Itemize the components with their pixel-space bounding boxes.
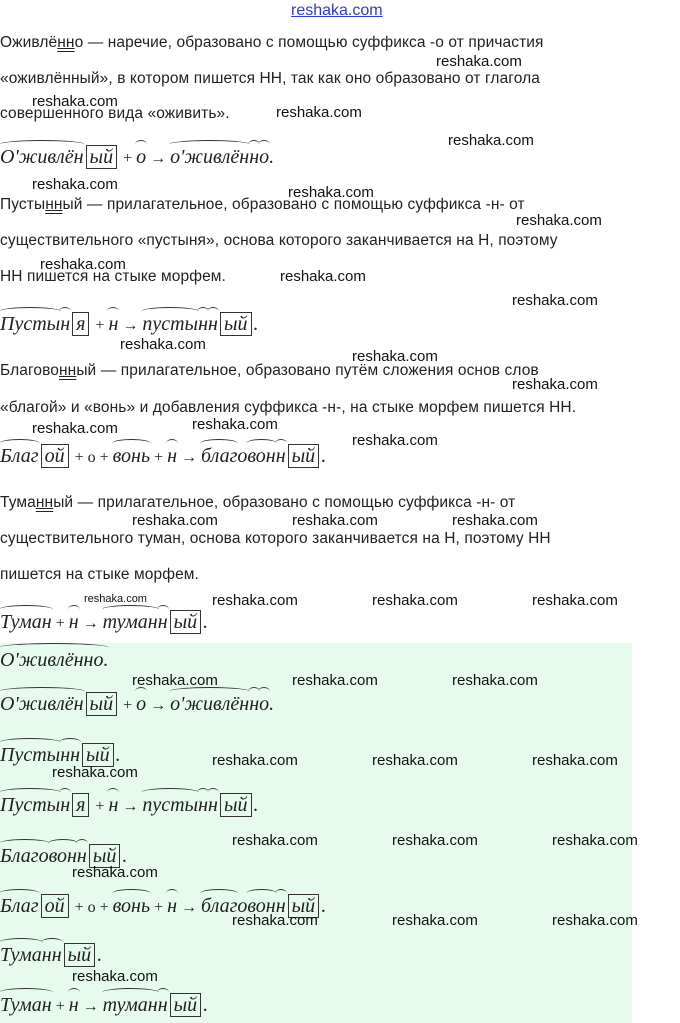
watermark: reshaka.com <box>452 672 538 689</box>
watermark: reshaka.com <box>132 512 218 529</box>
watermark: reshaka.com <box>532 752 618 769</box>
morpheme-formula: Благ ой + о + вонь + н → благовонн ый . <box>0 445 327 467</box>
watermark: reshaka.com <box>212 592 298 609</box>
watermark: reshaka.com <box>232 832 318 849</box>
watermark: reshaka.com <box>212 752 298 769</box>
answer-formula: Туман + н → туманн ый . <box>0 994 209 1016</box>
watermark: reshaka.com <box>392 912 478 929</box>
paragraph-line: существительного туман, основа которого заканчивается на Н, поэтому НН <box>0 530 551 547</box>
watermark: reshaka.com <box>292 512 378 529</box>
answer-formula: О'живлён ый + о → о'живлённо. <box>0 693 275 715</box>
paragraph-line: существительного «пустыня», основа которого заканчивается на Н, поэтому <box>0 232 558 249</box>
watermark: reshaka.com <box>84 593 147 605</box>
answer-word: Благовонн ый . <box>0 845 128 867</box>
watermark: reshaka.com <box>32 93 118 110</box>
paragraph-line: Туманный — прилагательное, образовано с помощью суффикса -н- от <box>0 494 516 511</box>
morpheme-formula: Пустын я + н → пустынн ый . <box>0 313 259 335</box>
watermark: reshaka.com <box>552 912 638 929</box>
watermark: reshaka.com <box>276 104 362 121</box>
site-link[interactable]: reshaka.com <box>291 2 383 19</box>
watermark: reshaka.com <box>280 268 366 285</box>
paragraph-line: совершенного вида «оживить». <box>0 105 230 122</box>
watermark: reshaka.com <box>532 592 618 609</box>
watermark: reshaka.com <box>132 672 218 689</box>
watermark: reshaka.com <box>292 672 378 689</box>
watermark: reshaka.com <box>516 212 602 229</box>
paragraph-line: НН пишется на стыке морфем. <box>0 268 226 285</box>
watermark: reshaka.com <box>512 292 598 309</box>
answer-word: О'живлённо. <box>0 649 109 671</box>
watermark: reshaka.com <box>392 832 478 849</box>
watermark: reshaka.com <box>448 132 534 149</box>
paragraph-line: «благой» и «вонь» и добавления суффикса -н-, на стыке морфем пишется НН. <box>0 399 577 416</box>
watermark: reshaka.com <box>512 376 598 393</box>
watermark: reshaka.com <box>72 864 158 881</box>
watermark: reshaka.com <box>372 752 458 769</box>
paragraph-line: «оживлённый», в котором пишется НН, так как оно образовано от глагола <box>0 70 540 87</box>
watermark: reshaka.com <box>72 968 158 985</box>
watermark: reshaka.com <box>232 912 318 929</box>
watermark: reshaka.com <box>288 184 374 201</box>
watermark: reshaka.com <box>52 764 138 781</box>
watermark: reshaka.com <box>436 53 522 70</box>
paragraph-line: пишется на стыке морфем. <box>0 566 199 583</box>
answer-formula: Пустын я + н → пустынн ый . <box>0 794 259 816</box>
answer-word: Пустынн ый . <box>0 744 121 766</box>
answer-formula: Благ ой + о + вонь + н → благовонн ый . <box>0 895 327 917</box>
watermark: reshaka.com <box>352 432 438 449</box>
watermark: reshaka.com <box>352 348 438 365</box>
watermark: reshaka.com <box>372 592 458 609</box>
morpheme-formula: О'живлён ый + о → о'живлённо. <box>0 146 275 168</box>
watermark: reshaka.com <box>40 256 126 273</box>
watermark: reshaka.com <box>120 336 206 353</box>
paragraph-line: Пустынный — прилагательное, образовано с помощью суффикса -н- от <box>0 196 525 213</box>
watermark: reshaka.com <box>552 832 638 849</box>
watermark: reshaka.com <box>32 420 118 437</box>
paragraph-line: Оживлённо — наречие, образовано с помощью суффикса -о от причастия <box>0 34 544 51</box>
morpheme-formula: Туман + н → туманн ый . <box>0 611 209 633</box>
answer-word: Туманн ый . <box>0 944 103 966</box>
paragraph-line: Благовонный — прилагательное, образовано путём сложения основ слов <box>0 362 539 379</box>
watermark: reshaka.com <box>32 176 118 193</box>
watermark: reshaka.com <box>452 512 538 529</box>
watermark: reshaka.com <box>192 416 278 433</box>
